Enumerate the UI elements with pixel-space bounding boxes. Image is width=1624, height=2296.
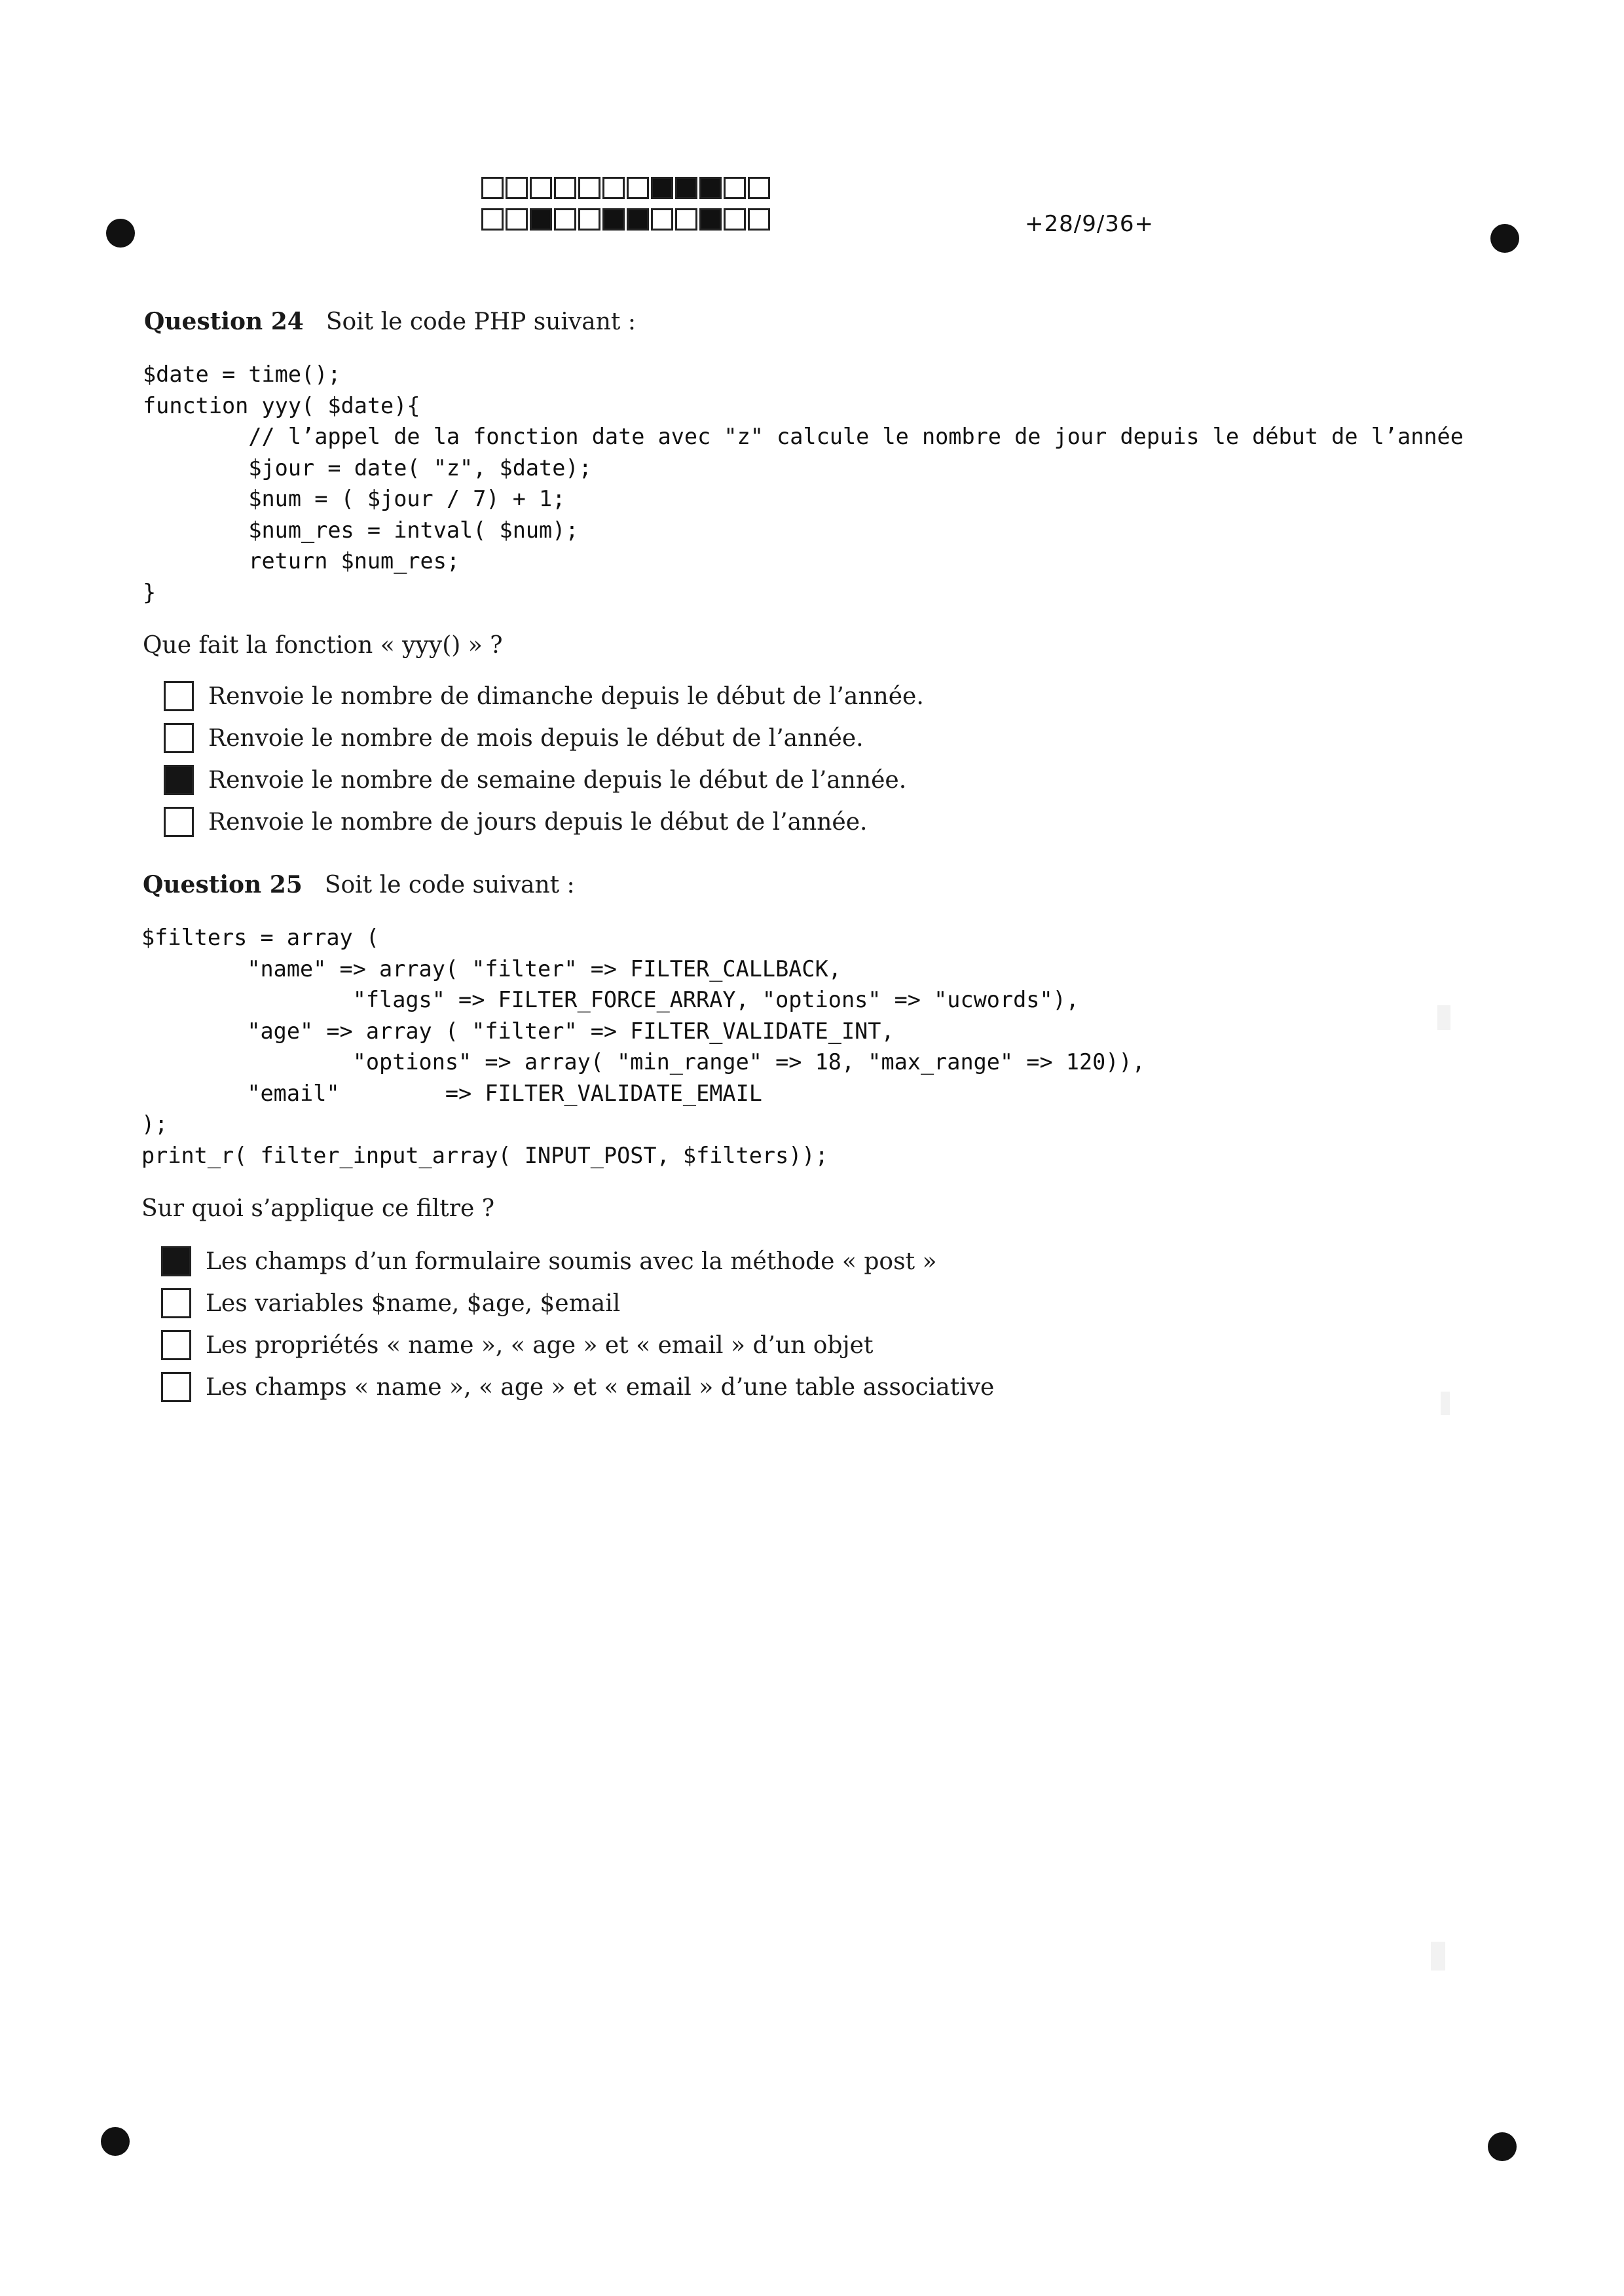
answer-checkbox[interactable] xyxy=(164,765,194,795)
barcode-cell xyxy=(578,177,600,199)
barcode-cell xyxy=(481,177,504,199)
answer-24-d[interactable] xyxy=(164,807,867,837)
answer-checkbox[interactable] xyxy=(164,723,194,753)
barcode-cell xyxy=(651,177,673,199)
scan-smudge xyxy=(1441,1392,1450,1415)
answer-checkbox[interactable] xyxy=(161,1372,191,1402)
scan-smudge xyxy=(1431,1942,1445,1971)
question-intro: Soit le code suivant : xyxy=(324,872,575,898)
answer-label: Les champs « name », « age » et « email » d’une table associative xyxy=(206,1373,995,1401)
corner-marker-top-left xyxy=(106,219,135,248)
barcode-cell xyxy=(651,208,673,231)
answer-label: Les propriétés « name », « age » et « email » d’un objet xyxy=(206,1331,874,1359)
barcode-cell xyxy=(748,208,770,231)
scan-smudge xyxy=(1437,1005,1450,1030)
answer-checkbox[interactable] xyxy=(161,1246,191,1276)
barcode-cell xyxy=(530,177,552,199)
barcode-cell xyxy=(675,177,697,199)
barcode-cell xyxy=(748,177,770,199)
answer-label: Renvoie le nombre de jours depuis le début de l’année. xyxy=(208,808,868,836)
answer-label: Renvoie le nombre de dimanche depuis le début de l’année. xyxy=(208,682,924,710)
barcode-cell xyxy=(554,177,576,199)
answer-24-a[interactable] xyxy=(164,681,924,711)
question-24-header xyxy=(144,308,636,335)
answer-checkbox[interactable] xyxy=(164,681,194,711)
barcode-row-1 xyxy=(481,177,772,199)
corner-marker-top-right xyxy=(1490,224,1519,253)
question-number: Question 24 xyxy=(144,308,304,335)
barcode-cell xyxy=(506,208,528,231)
barcode-row-2 xyxy=(481,208,772,231)
answer-label: Renvoie le nombre de semaine depuis le début de l’année. xyxy=(208,766,907,794)
question-number: Question 25 xyxy=(143,871,303,898)
answer-label: Les variables $name, $age, $email xyxy=(206,1289,621,1317)
barcode-cell xyxy=(530,208,552,231)
question-24-code: $date = time(); function yyy( $date){ // l’appel de la fonction date avec "z" calcule le nombre de jour depuis le début de l’année $jour = date( "z", $date); $num = ( $jour / 7) + 1; $num_res = intval( $num); return $num_res; } xyxy=(143,361,1464,605)
question-25-prompt: Sur quoi s’applique ce filtre ? xyxy=(141,1195,494,1222)
barcode-cell xyxy=(627,177,649,199)
question-intro: Soit le code PHP suivant : xyxy=(325,308,636,335)
barcode-cell xyxy=(602,208,625,231)
answer-checkbox[interactable] xyxy=(161,1288,191,1318)
barcode-cell xyxy=(578,208,600,231)
barcode-cell xyxy=(675,208,697,231)
barcode-cell xyxy=(724,208,746,231)
answer-label: Les champs d’un formulaire soumis avec la méthode « post » xyxy=(206,1248,937,1275)
barcode-cell xyxy=(627,208,649,231)
answer-checkbox[interactable] xyxy=(161,1330,191,1360)
barcode-cell xyxy=(481,208,504,231)
answer-25-a[interactable] xyxy=(161,1246,937,1276)
barcode-cell xyxy=(506,177,528,199)
barcode-cell xyxy=(554,208,576,231)
answer-checkbox[interactable] xyxy=(164,807,194,837)
question-24-prompt: Que fait la fonction « yyy() » ? xyxy=(143,632,503,659)
barcode-cell xyxy=(699,177,722,199)
question-25-code: $filters = array ( "name" => array( "filter" => FILTER_CALLBACK, "flags" => FILTER_FORCE_ARRAY, "options" => "ucwords"), "age" => array ( "filter" => FILTER_VALIDATE_INT, "options" => array( "min_range" => 18, "max_range" => 120)), "email" => FILTER_VALIDATE_EMAIL ); print_r( filter_input_array( INPUT_POST, $filters)); xyxy=(141,925,1145,1168)
barcode-cell xyxy=(699,208,722,231)
question-25-header xyxy=(143,871,575,898)
answer-25-b[interactable] xyxy=(161,1288,620,1318)
answer-25-c[interactable] xyxy=(161,1330,873,1360)
barcode-cell xyxy=(602,177,625,199)
corner-marker-bottom-left xyxy=(101,2127,130,2156)
answer-24-c[interactable] xyxy=(164,765,906,795)
answer-24-b[interactable] xyxy=(164,723,864,753)
answer-label: Renvoie le nombre de mois depuis le début de l’année. xyxy=(208,724,864,752)
answer-25-d[interactable] xyxy=(161,1372,994,1402)
corner-marker-bottom-right xyxy=(1488,2132,1517,2161)
page-identifier: +28/9/36+ xyxy=(1025,211,1154,237)
barcode-cell xyxy=(724,177,746,199)
